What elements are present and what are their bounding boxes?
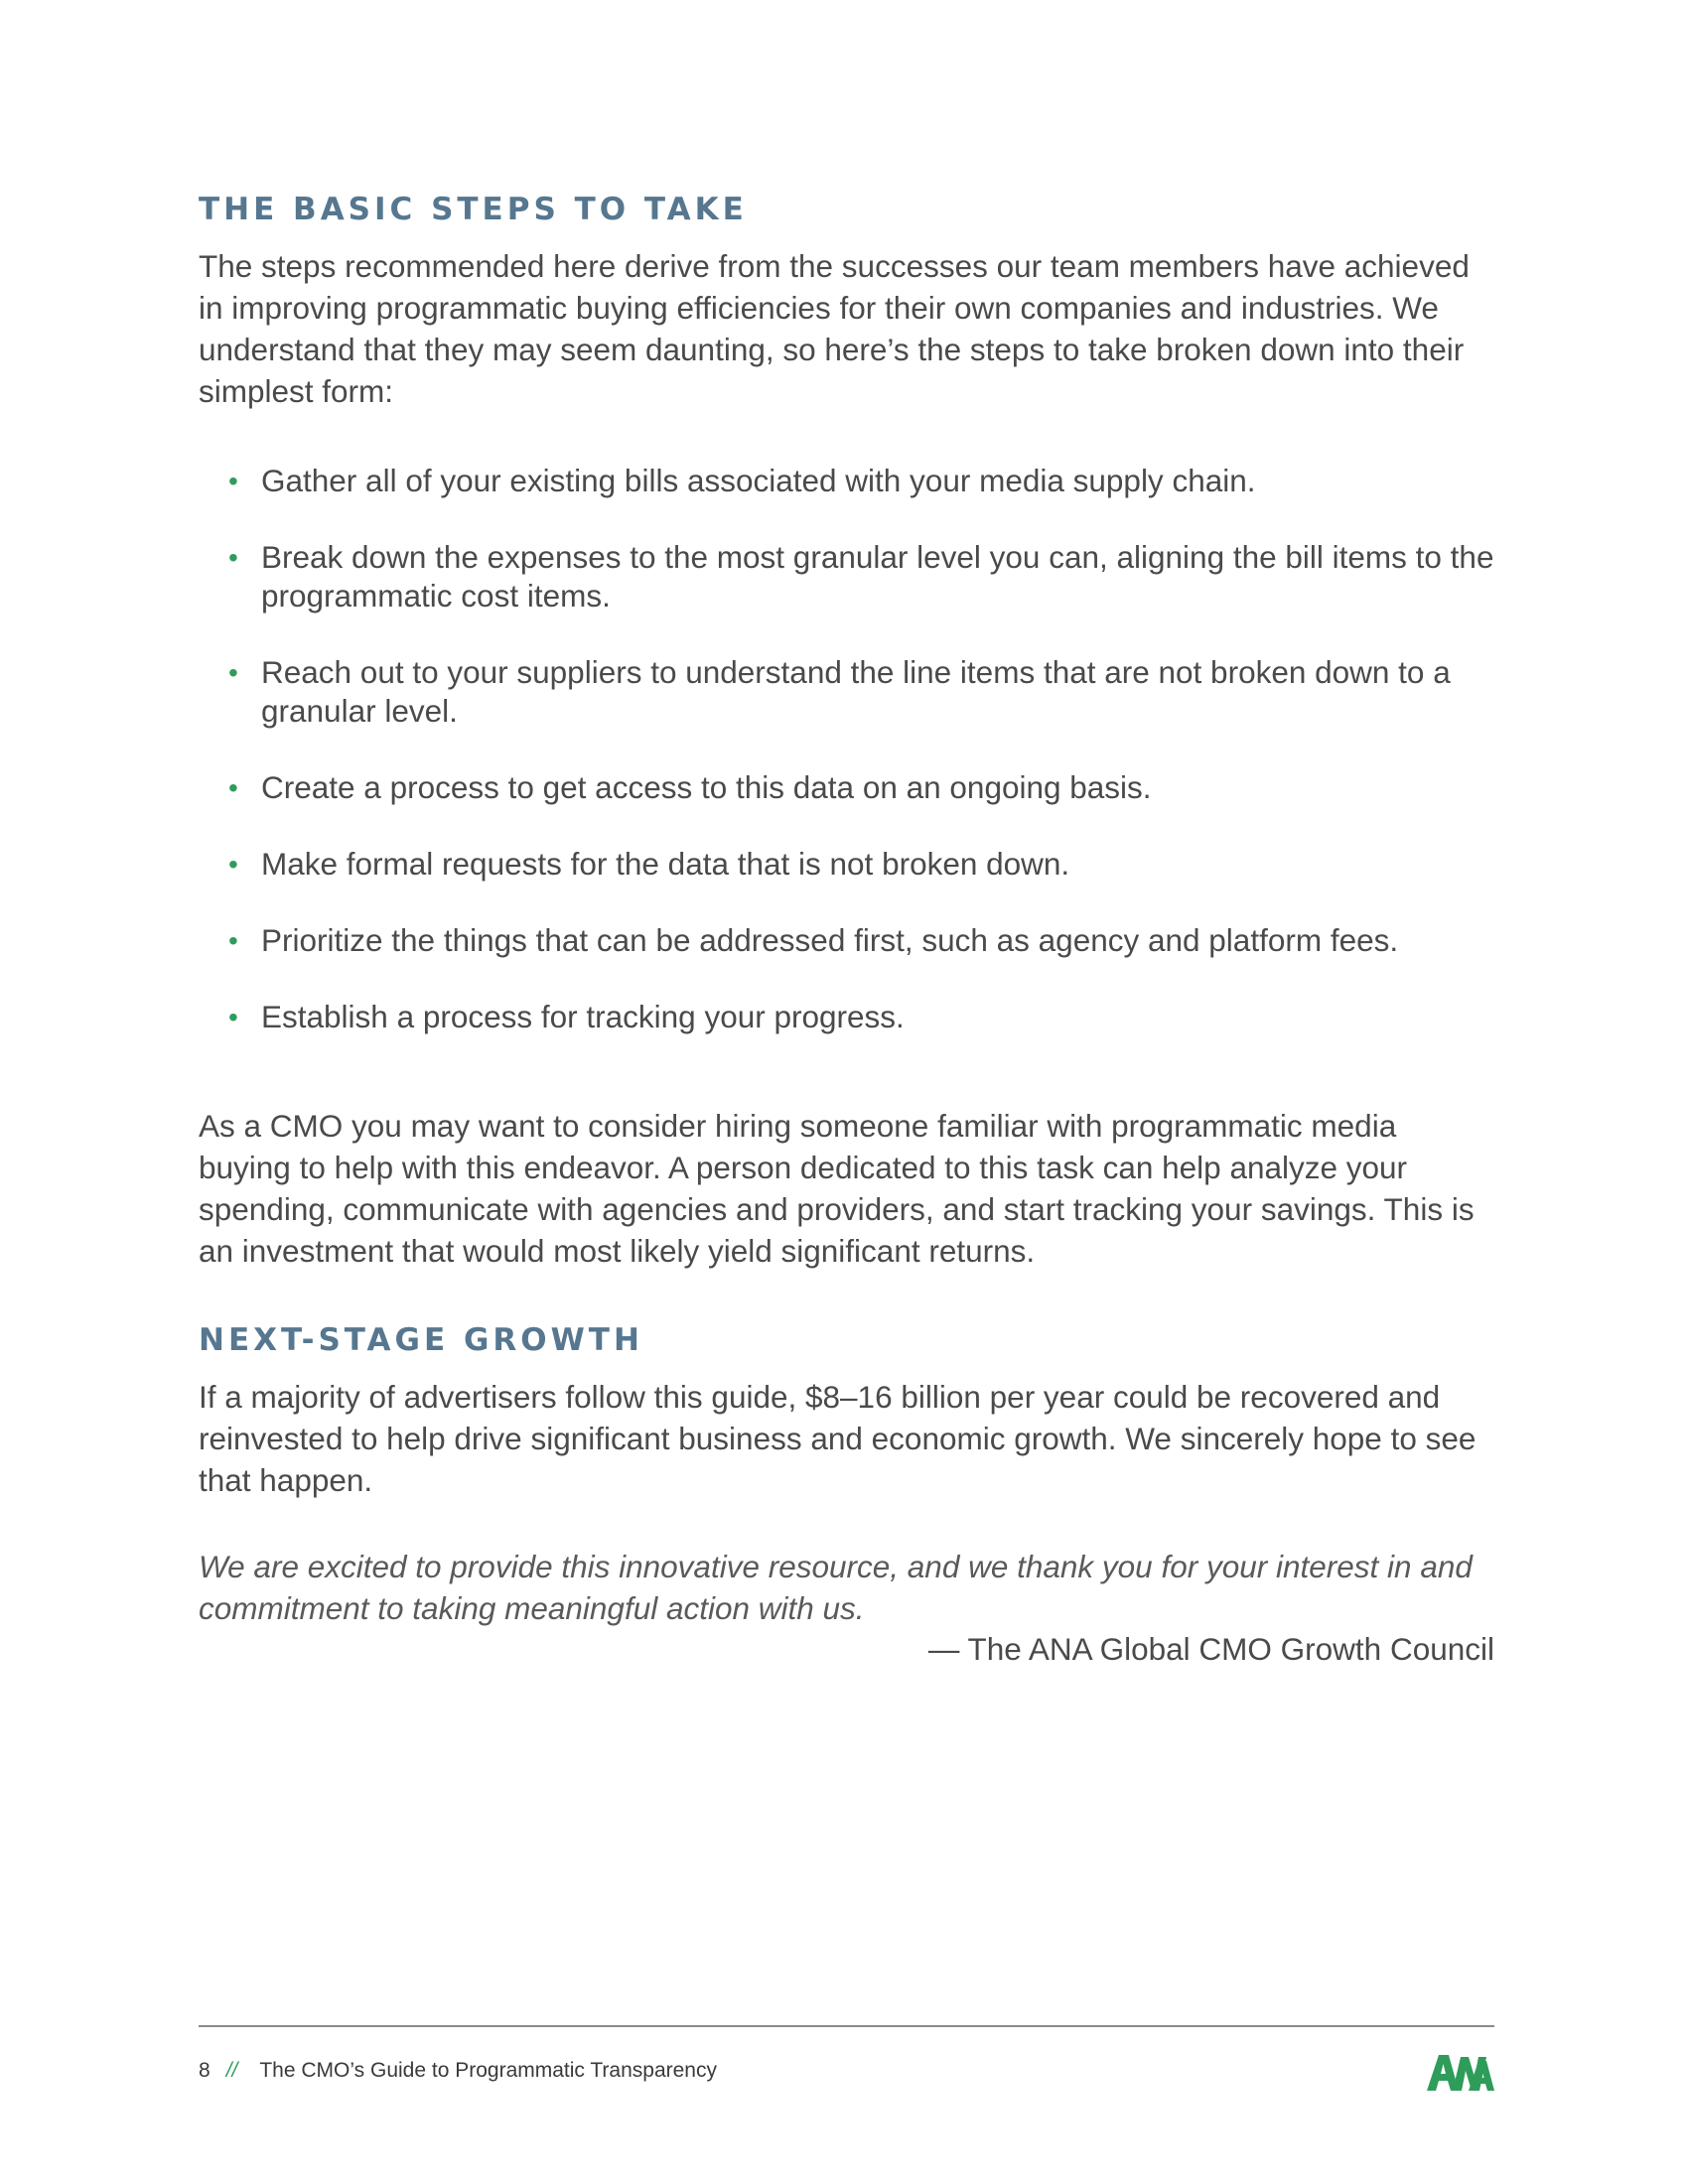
section-heading-next-stage-growth: NEXT-STAGE GROWTH xyxy=(199,1322,643,1358)
bullet-icon: • xyxy=(228,849,238,880)
list-item-text: Make formal requests for the data that is not broken down. xyxy=(261,846,1070,882)
list-item xyxy=(228,845,1499,884)
document-title: The CMO’s Guide to Programmatic Transparency xyxy=(259,2059,717,2082)
intro-paragraph: The steps recommended here derive from the successes our team members have achieved in improving programmatic buying efficiencies for their own companies and industries. We understand that they may seem daunting, so here’s the steps to take broken down into their simplest form: xyxy=(199,248,1470,409)
steps-list xyxy=(228,462,1499,1074)
list-item-text: Prioritize the things that can be addressed first, such as agency and platform fees. xyxy=(261,922,1399,958)
bullet-icon: • xyxy=(228,466,238,496)
document-page xyxy=(199,0,1494,2184)
bullet-icon: • xyxy=(228,1002,238,1032)
list-item xyxy=(228,462,1499,500)
bullet-icon: • xyxy=(228,772,238,803)
footer-separator: // xyxy=(225,2059,238,2082)
bullet-icon: • xyxy=(228,925,238,956)
list-item xyxy=(228,768,1499,807)
list-item xyxy=(228,653,1499,731)
list-item-text: Create a process to get access to this data on an ongoing basis. xyxy=(261,769,1152,805)
growth-paragraph: If a majority of advertisers follow this guide, $8–16 billion per year could be recovered and reinvested to help drive significant business and economic growth. We sincerely hope to see that happen. xyxy=(199,1379,1477,1498)
list-item-text: Gather all of your existing bills associated with your media supply chain. xyxy=(261,463,1256,498)
list-item xyxy=(228,998,1499,1036)
list-item xyxy=(228,921,1499,960)
bullet-icon: • xyxy=(228,657,238,688)
footer-divider xyxy=(199,2025,1494,2027)
quote-attribution: — The ANA Global CMO Growth Council xyxy=(927,1631,1494,1667)
ana-logo xyxy=(1425,2051,1494,2093)
closing-quote: We are excited to provide this innovative resource, and we thank you for your interest in and commitment to taking meaningful action with us. xyxy=(199,1549,1473,1626)
section-heading-basic-steps: THE BASIC STEPS TO TAKE xyxy=(199,192,748,227)
page-footer xyxy=(199,2059,717,2083)
list-item-text: Establish a process for tracking your progress. xyxy=(261,999,905,1034)
page-number: 8 xyxy=(199,2059,211,2082)
list-item-text: Break down the expenses to the most granular level you can, aligning the bill items to the programmatic cost items. xyxy=(261,539,1494,614)
list-item xyxy=(228,538,1499,615)
cmo-advice-paragraph: As a CMO you may want to consider hiring someone familiar with programmatic media buying to help with this endeavor. A person dedicated to this task can help analyze your spending, communicate with agencies and providers, and start tracking your savings. This is an investment that would most likely yield significant returns. xyxy=(199,1108,1475,1269)
list-item-text: Reach out to your suppliers to understand the line items that are not broken down to a granular level. xyxy=(261,654,1451,729)
bullet-icon: • xyxy=(228,542,238,573)
